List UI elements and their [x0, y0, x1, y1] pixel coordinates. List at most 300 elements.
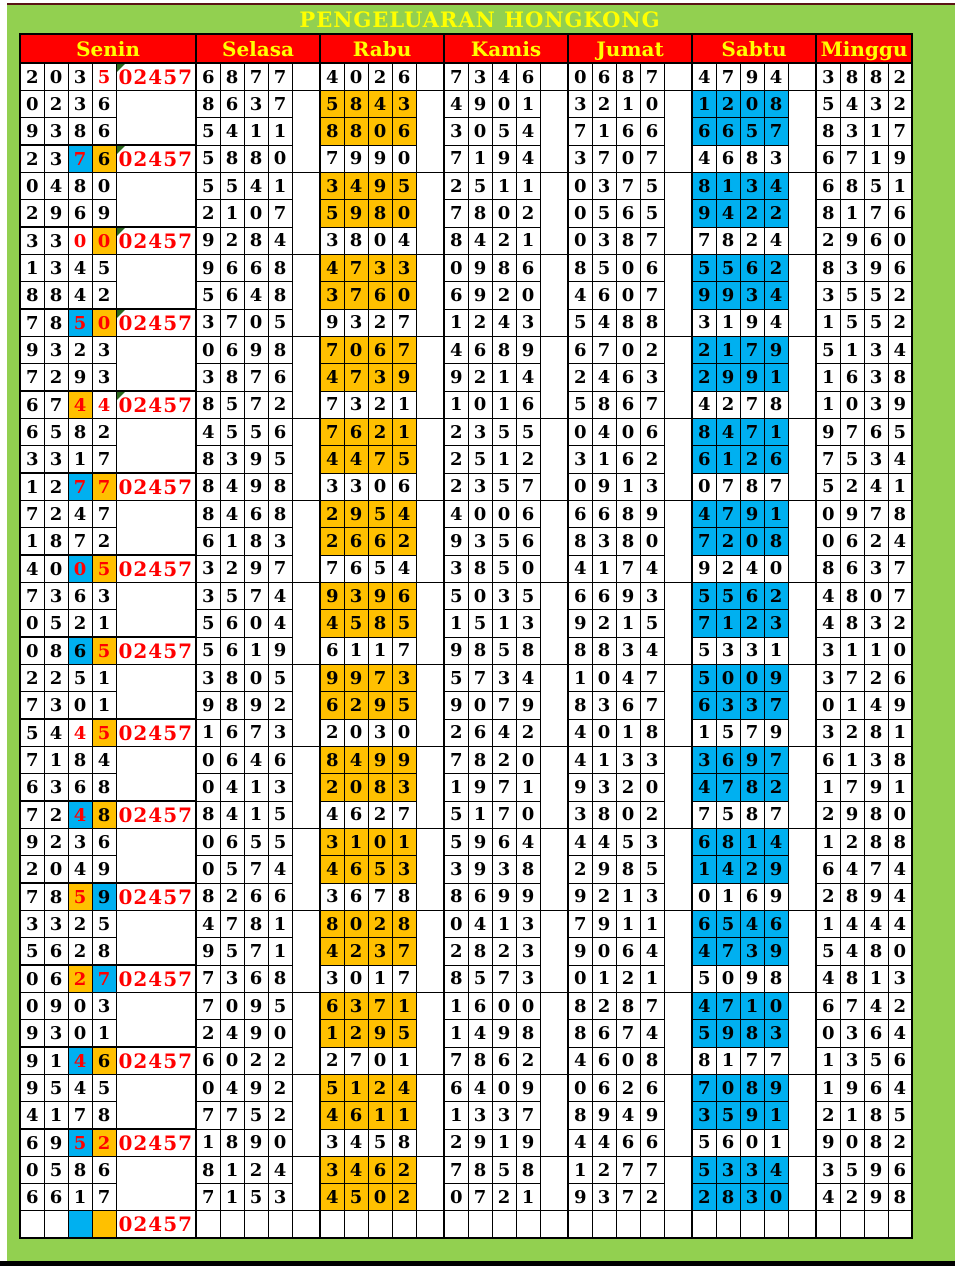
legend-empty-cell	[392, 1211, 416, 1239]
selasa-digit-cell: 1	[220, 1157, 244, 1184]
jumat-digit-cell: 9	[640, 1102, 664, 1130]
jumat-digit-cell: 7	[640, 1157, 664, 1184]
sabtu-digit-cell: 1	[740, 829, 764, 856]
selasa-digit-cell: 9	[244, 337, 268, 364]
note-cell: 02457	[116, 145, 196, 173]
minggu-digit-cell: 0	[888, 637, 912, 665]
spacer-cell	[540, 309, 568, 337]
spacer-cell	[664, 419, 692, 446]
sabtu-digit-cell: 4	[692, 391, 716, 419]
note-cell	[116, 1184, 196, 1211]
kamis-digit-cell: 1	[444, 993, 468, 1020]
jumat-digit-cell: 7	[640, 665, 664, 692]
jumat-digit-cell: 5	[568, 391, 592, 419]
selasa-digit-cell: 6	[244, 965, 268, 993]
rabu-digit-cell: 7	[320, 391, 344, 419]
senin-digit-cell: 4	[68, 501, 92, 528]
minggu-digit-cell: 9	[816, 1129, 840, 1157]
jumat-digit-cell: 1	[568, 1157, 592, 1184]
senin-digit-cell: 8	[92, 801, 116, 829]
minggu-digit-cell: 8	[888, 501, 912, 528]
rabu-digit-cell: 4	[344, 173, 368, 200]
jumat-digit-cell: 7	[616, 1020, 640, 1048]
jumat-digit-cell: 3	[640, 883, 664, 911]
spacer-cell	[788, 528, 816, 556]
senin-digit-cell: 6	[92, 1157, 116, 1184]
minggu-digit-cell: 1	[816, 1047, 840, 1075]
senin-digit-cell: 0	[44, 555, 68, 583]
kamis-digit-cell: 4	[492, 63, 516, 91]
rabu-digit-cell: 5	[320, 200, 344, 228]
rabu-digit-cell: 3	[368, 719, 392, 747]
comment-marker-icon	[117, 228, 125, 236]
spacer-cell	[416, 528, 444, 556]
spacer-cell	[788, 364, 816, 392]
rabu-digit-cell: 6	[392, 63, 416, 91]
spacer-cell	[540, 173, 568, 200]
selasa-digit-cell: 4	[220, 473, 244, 501]
table-row	[20, 583, 912, 610]
kamis-digit-cell: 2	[492, 227, 516, 255]
sabtu-digit-cell: 1	[764, 501, 788, 528]
minggu-digit-cell: 8	[840, 883, 864, 911]
legend-empty-cell	[468, 1211, 492, 1239]
kamis-digit-cell: 0	[468, 692, 492, 720]
spacer-cell	[788, 1020, 816, 1048]
minggu-digit-cell: 2	[888, 993, 912, 1020]
sabtu-digit-cell: 8	[764, 528, 788, 556]
legend-empty-cell	[840, 1211, 864, 1239]
sabtu-digit-cell: 6	[740, 883, 764, 911]
kamis-digit-cell: 2	[468, 364, 492, 392]
senin-digit-cell: 6	[44, 1184, 68, 1211]
table-row	[20, 364, 912, 392]
minggu-digit-cell: 6	[864, 419, 888, 446]
senin-digit-cell: 7	[68, 473, 92, 501]
spacer-cell	[540, 665, 568, 692]
rabu-digit-cell: 5	[320, 1075, 344, 1102]
jumat-digit-cell: 5	[592, 200, 616, 228]
selasa-digit-cell: 6	[244, 883, 268, 911]
minggu-digit-cell: 5	[864, 309, 888, 337]
jumat-digit-cell: 8	[568, 692, 592, 720]
spacer-cell	[292, 637, 320, 665]
rabu-digit-cell: 3	[392, 856, 416, 884]
senin-digit-cell: 2	[44, 829, 68, 856]
minggu-digit-cell: 3	[816, 665, 840, 692]
rabu-digit-cell: 0	[344, 774, 368, 802]
spacer-cell	[788, 856, 816, 884]
jumat-digit-cell: 8	[640, 1047, 664, 1075]
selasa-digit-cell: 3	[268, 719, 292, 747]
rabu-digit-cell: 1	[392, 829, 416, 856]
selasa-digit-cell: 2	[220, 227, 244, 255]
senin-digit-cell: 2	[20, 63, 44, 91]
note-cell	[116, 665, 196, 692]
kamis-digit-cell: 7	[444, 1157, 468, 1184]
spacer-cell	[416, 337, 444, 364]
spacer-cell	[540, 1020, 568, 1048]
kamis-digit-cell: 0	[444, 1184, 468, 1211]
spacer-cell	[292, 665, 320, 692]
jumat-digit-cell: 8	[592, 637, 616, 665]
spacer-cell	[416, 637, 444, 665]
jumat-digit-cell: 4	[640, 938, 664, 966]
comment-marker-icon	[117, 146, 125, 154]
spacer-cell	[788, 63, 816, 91]
minggu-digit-cell: 9	[888, 145, 912, 173]
rabu-digit-cell: 5	[392, 173, 416, 200]
spacer-cell	[664, 364, 692, 392]
spacer-cell	[292, 610, 320, 638]
jumat-digit-cell: 7	[640, 391, 664, 419]
rabu-digit-cell: 0	[368, 473, 392, 501]
senin-digit-cell: 3	[20, 446, 44, 474]
minggu-digit-cell: 1	[816, 829, 840, 856]
minggu-digit-cell: 1	[816, 911, 840, 938]
rabu-digit-cell: 6	[392, 583, 416, 610]
spacer-cell	[664, 63, 692, 91]
kamis-digit-cell: 3	[516, 309, 540, 337]
minggu-digit-cell: 2	[888, 91, 912, 118]
sabtu-digit-cell: 7	[692, 1075, 716, 1102]
kamis-digit-cell: 6	[444, 282, 468, 310]
legend-empty-cell	[244, 1211, 268, 1239]
rabu-digit-cell: 1	[392, 1047, 416, 1075]
jumat-digit-cell: 4	[568, 555, 592, 583]
sabtu-digit-cell: 9	[764, 856, 788, 884]
kamis-digit-cell: 9	[444, 692, 468, 720]
spacer-cell	[292, 282, 320, 310]
spacer-cell	[416, 583, 444, 610]
kamis-digit-cell: 5	[468, 610, 492, 638]
selasa-digit-cell: 5	[220, 391, 244, 419]
selasa-digit-cell: 5	[268, 993, 292, 1020]
jumat-digit-cell: 4	[616, 1102, 640, 1130]
selasa-digit-cell: 2	[244, 1157, 268, 1184]
rabu-digit-cell: 5	[344, 610, 368, 638]
spacer-cell	[788, 200, 816, 228]
rabu-digit-cell: 9	[344, 501, 368, 528]
kamis-digit-cell: 3	[516, 911, 540, 938]
kamis-digit-cell: 1	[492, 173, 516, 200]
minggu-digit-cell: 1	[864, 145, 888, 173]
minggu-digit-cell: 3	[816, 719, 840, 747]
kamis-digit-cell: 2	[444, 473, 468, 501]
kamis-digit-cell: 7	[492, 965, 516, 993]
sabtu-digit-cell: 2	[716, 91, 740, 118]
rabu-digit-cell: 6	[344, 555, 368, 583]
minggu-digit-cell: 3	[840, 1020, 864, 1048]
minggu-digit-cell: 9	[888, 692, 912, 720]
spacer-cell	[788, 282, 816, 310]
spacer-cell	[416, 118, 444, 146]
legend-empty-cell	[592, 1211, 616, 1239]
minggu-digit-cell: 6	[888, 200, 912, 228]
note-cell	[116, 282, 196, 310]
selasa-digit-cell: 2	[268, 1047, 292, 1075]
kamis-digit-cell: 9	[492, 145, 516, 173]
minggu-digit-cell: 9	[840, 227, 864, 255]
selasa-digit-cell: 6	[220, 747, 244, 774]
note-cell	[116, 501, 196, 528]
sabtu-digit-cell: 7	[740, 719, 764, 747]
spacer-cell	[664, 473, 692, 501]
minggu-digit-cell: 7	[840, 774, 864, 802]
sabtu-digit-cell: 6	[692, 118, 716, 146]
jumat-digit-cell: 4	[568, 1129, 592, 1157]
selasa-digit-cell: 8	[244, 145, 268, 173]
kamis-digit-cell: 1	[492, 1129, 516, 1157]
selasa-digit-cell: 5	[244, 419, 268, 446]
kamis-digit-cell: 7	[492, 801, 516, 829]
sabtu-digit-cell: 6	[740, 255, 764, 282]
day-header-selasa: Selasa	[196, 34, 320, 63]
table-row	[20, 446, 912, 474]
note-cell: 02457	[116, 1129, 196, 1157]
sabtu-digit-cell: 2	[716, 391, 740, 419]
rabu-digit-cell: 7	[344, 255, 368, 282]
selasa-digit-cell: 0	[268, 145, 292, 173]
table-row	[20, 829, 912, 856]
rabu-digit-cell: 9	[368, 173, 392, 200]
legend-empty-cell	[816, 1211, 840, 1239]
senin-digit-cell: 8	[44, 637, 68, 665]
minggu-digit-cell: 4	[816, 965, 840, 993]
selasa-digit-cell: 0	[244, 665, 268, 692]
kamis-digit-cell: 5	[468, 173, 492, 200]
senin-digit-cell: 8	[68, 173, 92, 200]
sabtu-digit-cell: 4	[692, 145, 716, 173]
rabu-digit-cell: 5	[392, 610, 416, 638]
spacer-cell	[788, 1129, 816, 1157]
minggu-digit-cell: 8	[864, 829, 888, 856]
kamis-digit-cell: 5	[444, 829, 468, 856]
spacer-cell	[540, 528, 568, 556]
spacer-cell	[416, 856, 444, 884]
minggu-digit-cell: 2	[840, 719, 864, 747]
kamis-digit-cell: 6	[444, 1075, 468, 1102]
jumat-digit-cell: 7	[640, 993, 664, 1020]
minggu-digit-cell: 2	[888, 63, 912, 91]
minggu-digit-cell: 8	[816, 555, 840, 583]
sabtu-digit-cell: 9	[764, 883, 788, 911]
note-cell	[116, 364, 196, 392]
senin-digit-cell: 0	[20, 610, 44, 638]
senin-digit-cell: 1	[44, 1102, 68, 1130]
jumat-digit-cell: 4	[592, 1129, 616, 1157]
jumat-digit-cell: 7	[640, 692, 664, 720]
kamis-digit-cell: 6	[516, 528, 540, 556]
kamis-digit-cell: 2	[444, 938, 468, 966]
selasa-digit-cell: 6	[196, 1047, 220, 1075]
sabtu-digit-cell: 0	[740, 91, 764, 118]
spacer-cell	[416, 446, 444, 474]
rabu-digit-cell: 9	[368, 692, 392, 720]
senin-digit-cell: 3	[44, 692, 68, 720]
day-header-rabu: Rabu	[320, 34, 444, 63]
rabu-digit-cell: 9	[368, 747, 392, 774]
rabu-digit-cell: 6	[368, 282, 392, 310]
sabtu-digit-cell: 6	[692, 829, 716, 856]
senin-digit-cell: 3	[44, 911, 68, 938]
spacer-cell	[664, 501, 692, 528]
note-cell: 02457	[116, 555, 196, 583]
selasa-digit-cell: 7	[244, 856, 268, 884]
senin-digit-cell: 8	[44, 883, 68, 911]
jumat-digit-cell: 3	[616, 637, 640, 665]
selasa-digit-cell: 2	[268, 391, 292, 419]
legend-spacer-cell	[664, 1211, 692, 1239]
sabtu-digit-cell: 9	[740, 63, 764, 91]
selasa-digit-cell: 9	[244, 692, 268, 720]
spacer-cell	[664, 801, 692, 829]
selasa-digit-cell: 9	[268, 637, 292, 665]
jumat-digit-cell: 6	[592, 1075, 616, 1102]
note-cell	[116, 829, 196, 856]
jumat-digit-cell: 0	[592, 719, 616, 747]
rabu-digit-cell: 2	[368, 419, 392, 446]
rabu-digit-cell: 6	[368, 528, 392, 556]
sabtu-digit-cell: 5	[692, 965, 716, 993]
legend-empty-cell	[616, 1211, 640, 1239]
senin-digit-cell: 8	[44, 282, 68, 310]
selasa-digit-cell: 4	[244, 747, 268, 774]
jumat-digit-cell: 1	[592, 555, 616, 583]
sabtu-digit-cell: 1	[764, 637, 788, 665]
selasa-digit-cell: 8	[196, 883, 220, 911]
selasa-digit-cell: 8	[268, 255, 292, 282]
senin-digit-cell: 1	[20, 255, 44, 282]
spacer-cell	[292, 200, 320, 228]
jumat-digit-cell: 2	[640, 1184, 664, 1211]
rabu-digit-cell: 0	[392, 282, 416, 310]
spacer-cell	[664, 583, 692, 610]
spacer-cell	[788, 911, 816, 938]
sabtu-digit-cell: 9	[764, 938, 788, 966]
results-table	[19, 33, 913, 1239]
senin-digit-cell: 7	[68, 1102, 92, 1130]
sabtu-digit-cell: 7	[764, 473, 788, 501]
note-cell	[116, 446, 196, 474]
minggu-digit-cell: 5	[816, 473, 840, 501]
rabu-digit-cell: 3	[368, 255, 392, 282]
selasa-digit-cell: 0	[196, 747, 220, 774]
rabu-digit-cell: 1	[392, 993, 416, 1020]
spacer-cell	[664, 391, 692, 419]
jumat-digit-cell: 6	[640, 419, 664, 446]
minggu-digit-cell: 7	[840, 145, 864, 173]
kamis-digit-cell: 5	[492, 118, 516, 146]
selasa-digit-cell: 0	[196, 829, 220, 856]
rabu-digit-cell: 3	[320, 965, 344, 993]
note-cell	[116, 993, 196, 1020]
senin-digit-cell: 3	[44, 1020, 68, 1048]
selasa-digit-cell: 0	[244, 200, 268, 228]
rabu-digit-cell: 3	[344, 583, 368, 610]
senin-digit-cell: 2	[20, 665, 44, 692]
senin-digit-cell: 0	[68, 993, 92, 1020]
jumat-digit-cell: 3	[640, 473, 664, 501]
kamis-digit-cell: 4	[468, 1075, 492, 1102]
spacer-cell	[664, 1047, 692, 1075]
selasa-digit-cell: 0	[220, 993, 244, 1020]
senin-digit-cell: 3	[20, 911, 44, 938]
senin-digit-cell: 0	[68, 692, 92, 720]
senin-digit-cell: 2	[44, 501, 68, 528]
senin-digit-cell: 8	[44, 528, 68, 556]
selasa-digit-cell: 8	[244, 911, 268, 938]
rabu-digit-cell: 6	[344, 801, 368, 829]
senin-digit-cell: 0	[68, 1020, 92, 1048]
legend-empty-cell	[196, 1211, 220, 1239]
rabu-digit-cell: 1	[368, 1102, 392, 1130]
rabu-digit-cell: 9	[344, 145, 368, 173]
kamis-digit-cell: 0	[444, 255, 468, 282]
minggu-digit-cell: 5	[840, 282, 864, 310]
kamis-digit-cell: 8	[444, 965, 468, 993]
jumat-digit-cell: 2	[592, 993, 616, 1020]
senin-digit-cell: 7	[92, 446, 116, 474]
spacer-cell	[788, 801, 816, 829]
spacer-cell	[292, 63, 320, 91]
selasa-digit-cell: 2	[220, 883, 244, 911]
selasa-digit-cell: 4	[244, 282, 268, 310]
kamis-digit-cell: 2	[516, 719, 540, 747]
sabtu-digit-cell: 7	[716, 63, 740, 91]
senin-digit-cell: 0	[92, 309, 116, 337]
kamis-digit-cell: 0	[492, 91, 516, 118]
spacer-cell	[540, 419, 568, 446]
selasa-digit-cell: 6	[220, 637, 244, 665]
spacer-cell	[540, 255, 568, 282]
note-cell	[116, 692, 196, 720]
spacer-cell	[292, 501, 320, 528]
spacer-cell	[664, 118, 692, 146]
table-row	[20, 173, 912, 200]
spacer-cell	[416, 1075, 444, 1102]
minggu-digit-cell: 3	[864, 364, 888, 392]
senin-digit-cell: 7	[20, 309, 44, 337]
selasa-digit-cell: 7	[268, 91, 292, 118]
senin-digit-cell: 4	[44, 173, 68, 200]
kamis-digit-cell: 6	[468, 337, 492, 364]
selasa-digit-cell: 9	[196, 938, 220, 966]
minggu-digit-cell: 8	[864, 801, 888, 829]
green-panel	[7, 3, 955, 1261]
minggu-digit-cell: 8	[864, 719, 888, 747]
day-header-minggu: Minggu	[816, 34, 912, 63]
jumat-digit-cell: 7	[640, 63, 664, 91]
kamis-digit-cell: 9	[468, 282, 492, 310]
table-row	[20, 1102, 912, 1130]
spacer-cell	[664, 255, 692, 282]
jumat-digit-cell: 0	[640, 528, 664, 556]
sabtu-digit-cell: 6	[740, 583, 764, 610]
selasa-digit-cell: 8	[196, 446, 220, 474]
selasa-digit-cell: 5	[196, 610, 220, 638]
senin-digit-cell: 3	[20, 227, 44, 255]
spacer-cell	[664, 1075, 692, 1102]
minggu-digit-cell: 2	[888, 610, 912, 638]
kamis-digit-cell: 5	[492, 637, 516, 665]
spacer-cell	[664, 173, 692, 200]
minggu-digit-cell: 6	[864, 227, 888, 255]
sabtu-digit-cell: 2	[740, 446, 764, 474]
selasa-digit-cell: 4	[268, 227, 292, 255]
sabtu-digit-cell: 0	[764, 1184, 788, 1211]
senin-digit-cell: 2	[68, 337, 92, 364]
